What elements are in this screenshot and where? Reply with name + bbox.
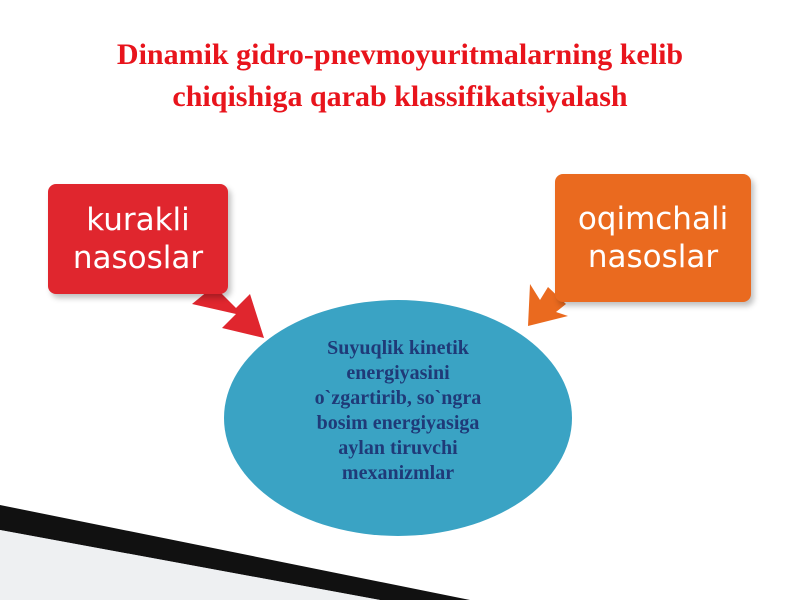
ellipse-line: o`zgartirib, so`ngra — [314, 387, 482, 409]
ellipse-line: bosim energiyasiga — [316, 412, 480, 434]
title-line: chiqishiga qarab klassifikatsiyalash — [172, 80, 628, 113]
ellipse-line: aylan tiruvchi — [338, 437, 458, 459]
box-label-line: nasoslar — [587, 239, 719, 275]
box-label-line: oqimchali — [577, 201, 729, 237]
ellipse-line: energiyasini — [346, 362, 450, 384]
ellipse-line: Suyuqlik kinetik — [327, 337, 469, 359]
box-label-line: kurakli — [86, 202, 190, 238]
box-label-line: nasoslar — [72, 240, 204, 276]
center-ellipse-text — [268, 336, 528, 486]
title-line: Dinamik gidro-pnevmoyuritmalarning kelib — [116, 38, 684, 71]
ellipse-line: mexanizmlar — [341, 462, 455, 484]
